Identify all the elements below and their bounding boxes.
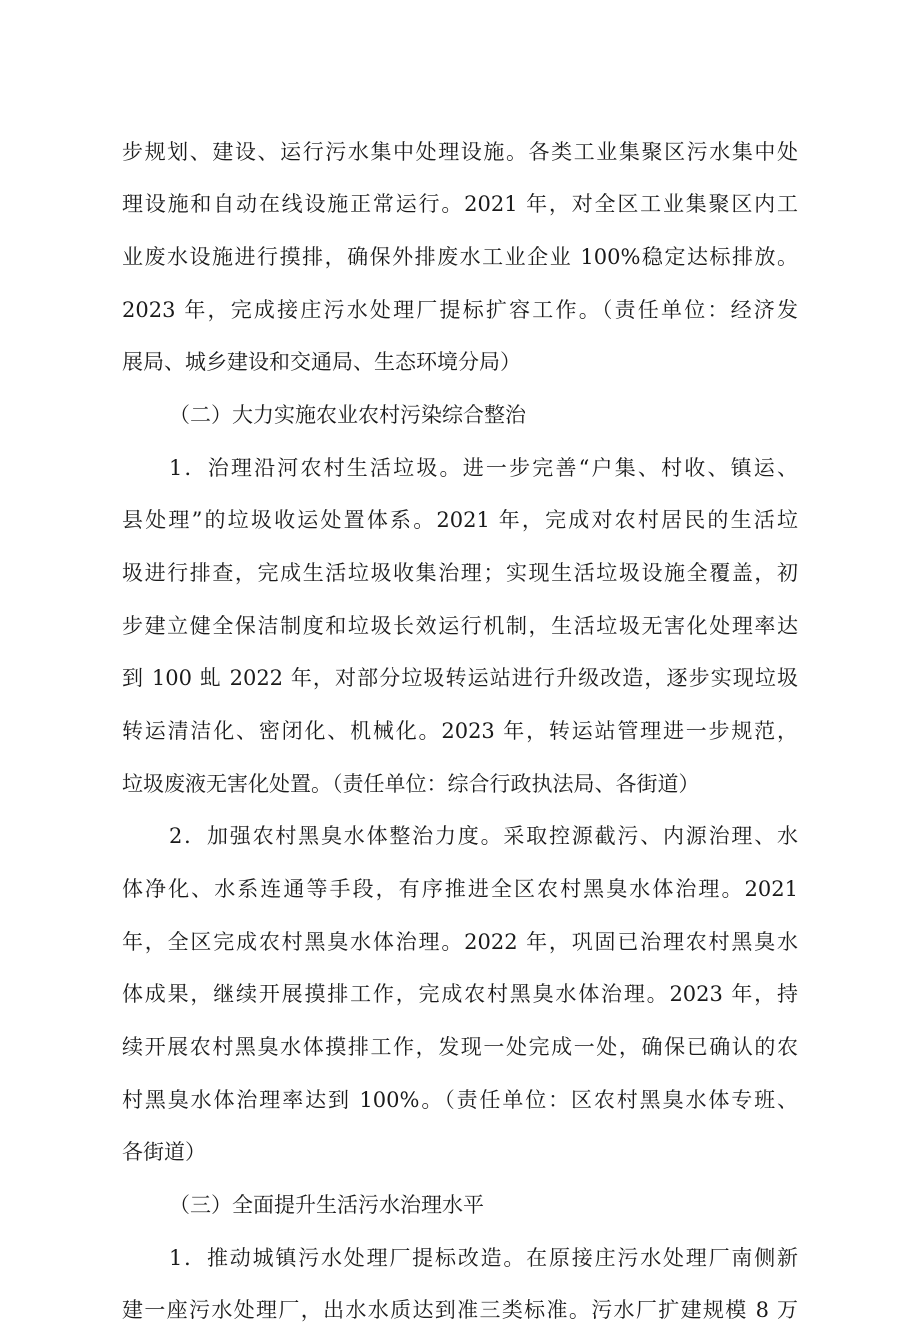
body-text-line: 展局、城乡建设和交通局、生态环境分局） bbox=[122, 350, 521, 374]
body-text-line: 村黑臭水体治理率达到 100%。（责任单位：区农村黑臭水体专班、 bbox=[122, 1088, 798, 1112]
body-text-line: 年，全区完成农村黑臭水体治理。2022 年，巩固已治理农村黑臭水 bbox=[122, 930, 798, 954]
body-text-line: 步规划、建设、运行污水集中处理设施。各类工业集聚区污水集中处 bbox=[122, 140, 798, 164]
body-text-line: 转运清洁化、密闭化、机械化。2023 年，转运站管理进一步规范， bbox=[122, 719, 798, 743]
body-text-line: 业废水设施进行摸排，确保外排废水工业企业 100%稳定达标排放。 bbox=[122, 245, 798, 269]
body-text-line: 圾进行排查，完成生活垃圾收集治理；实现生活垃圾设施全覆盖，初 bbox=[122, 561, 798, 585]
body-text-line: 到 100 虬 2022 年，对部分垃圾转运站进行升级改造，逐步实现垃圾 bbox=[122, 666, 798, 690]
paragraph-first-line: 1．治理沿河农村生活垃圾。进一步完善“户集、村收、镇运、 bbox=[169, 456, 798, 480]
body-text-line: 2023 年，完成接庄污水处理厂提标扩容工作。（责任单位：经济发 bbox=[122, 298, 798, 322]
body-text-line: 体净化、水系连通等手段，有序推进全区农村黑臭水体治理。2021 bbox=[122, 877, 798, 901]
paragraph-first-line: 2．加强农村黑臭水体整治力度。采取控源截污、内源治理、水 bbox=[169, 824, 798, 848]
body-text-line: 各街道） bbox=[122, 1140, 206, 1164]
body-text-line: 体成果，继续开展摸排工作，完成农村黑臭水体治理。2023 年，持 bbox=[122, 982, 798, 1006]
section-heading-2: （二）大力实施农业农村污染综合整治 bbox=[169, 403, 526, 427]
body-text-line: 建一座污水处理厂，出水水质达到准三类标准。污水厂扩建规模 8 万 bbox=[122, 1298, 798, 1322]
body-text-line: 垃圾废液无害化处置。（责任单位：综合行政执法局、各街道） bbox=[122, 772, 700, 796]
paragraph-first-line: 1．推动城镇污水处理厂提标改造。在原接庄污水处理厂南侧新 bbox=[169, 1246, 798, 1270]
body-text-line: 步建立健全保洁制度和垃圾长效运行机制，生活垃圾无害化处理率达 bbox=[122, 614, 798, 638]
section-heading-3: （三）全面提升生活污水治理水平 bbox=[169, 1193, 484, 1217]
body-text-line: 县处理”的垃圾收运处置体系。2021 年，完成对农村居民的生活垃 bbox=[122, 508, 798, 532]
body-text-line: 理设施和自动在线设施正常运行。2021 年，对全区工业集聚区内工 bbox=[122, 192, 798, 216]
body-text-line: 续开展农村黑臭水体摸排工作，发现一处完成一处，确保已确认的农 bbox=[122, 1035, 798, 1059]
